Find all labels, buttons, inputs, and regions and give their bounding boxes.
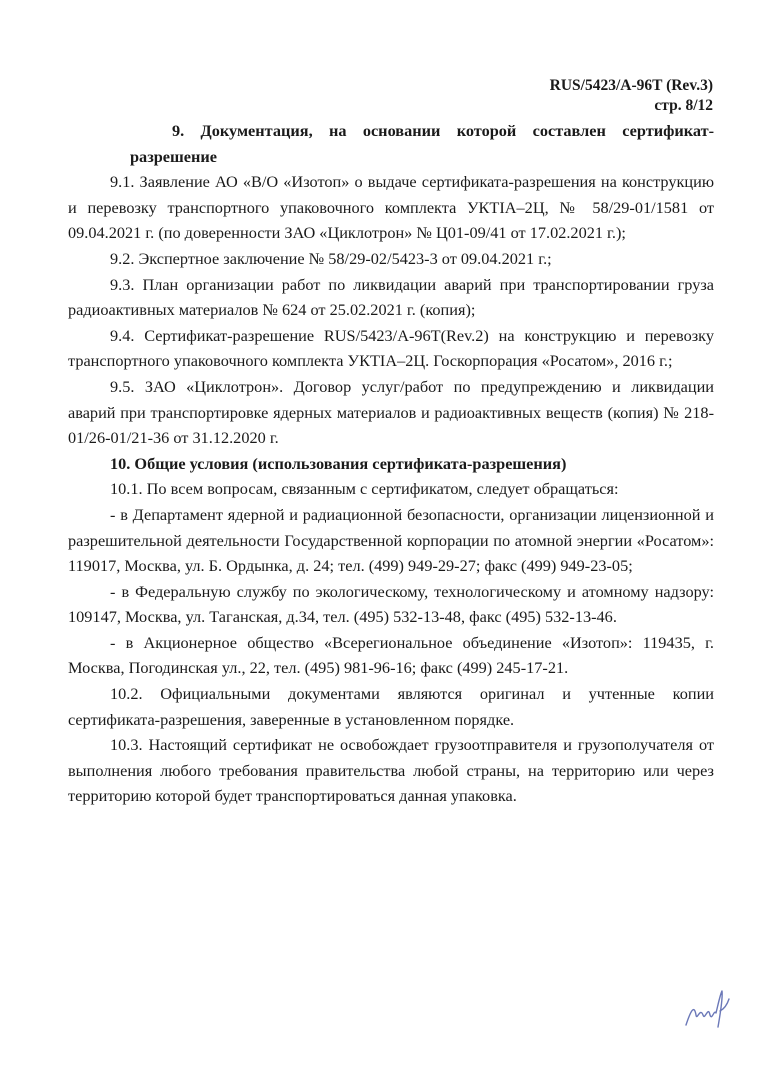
- item-9-5: 9.5. ЗАО «Циклотрон». Договор услуг/работ по предупреждению и ликвидации аварий при транспортировке ядерных материалов и радиоактивных веществ (копия) № 218-01/26-01/21-36 от 31.12.2020 г.: [68, 376, 714, 448]
- section-9-heading: 9. Документация, на основании которой составлен сертификат-разрешение: [130, 121, 714, 166]
- document-id: RUS/5423/A-96T (Rev.3): [549, 77, 713, 94]
- signature-stroke: [686, 991, 729, 1027]
- document-header: [550, 76, 713, 116]
- document-body: [68, 118, 714, 809]
- item-9-2: 9.2. Экспертное заключение № 58/29-02/5423-3 от 09.04.2021 г.;: [110, 248, 552, 268]
- contact-izotop: - в Акционерное общество «Всерегиональное объединение «Изотоп»: 119435, г. Москва, Погодинская ул., 22, тел. (495) 981-96-16; факс (499) 245-17-21.: [68, 632, 714, 678]
- item-9-3: 9.3. План организации работ по ликвидации аварий при транспортировании груза радиоактивных материалов № 624 от 25.02.2021 г. (копия);: [68, 274, 714, 320]
- paragraph-10-2: 10.2. Официальными документами являются оригинал и учтенные копии сертификата-разрешения, заверенные в установленном порядке.: [68, 684, 714, 729]
- page-number: стр. 8/12: [654, 97, 713, 114]
- handwritten-signature: [682, 985, 732, 1033]
- item-9-4: 9.4. Сертификат-разрешение RUS/5423/A-96T(Rev.2) на конструкцию и перевозку транспортного упаковочного комплекта УКТIA–2Ц. Госкорпорация «Росатом», 2016 г.;: [68, 325, 714, 371]
- paragraph-10-1: 10.1. По всем вопросам, связанным с сертификатом, следует обращаться:: [110, 479, 619, 499]
- section-10-heading: 10. Общие условия (использования сертификата-разрешения): [110, 453, 567, 473]
- paragraph-10-3: 10.3. Настоящий сертификат не освобождает грузоотправителя и грузополучателя от выполнения любого требования правительства любой страны, на территорию или через территорию которой будет транспортироваться данная упаковка.: [68, 735, 714, 806]
- item-9-1: 9.1. Заявление АО «В/О «Изотоп» о выдаче сертификата-разрешения на конструкцию и перевозку транспортного упаковочного комплекта УКТIA–2Ц, № 58/29-01/1581 от 09.04.2021 г. (по доверенности ЗАО «Циклотрон» № Ц01-09/41 от 17.02.2021 г.);: [68, 172, 714, 243]
- contact-rostekhnadzor: - в Федеральную службу по экологическому, технологическому и атомному надзору: 109147, Москва, ул. Таганская, д.34, тел. (495) 532-13-48, факс (495) 532-13-46.: [68, 581, 714, 627]
- contact-rosatom: - в Департамент ядерной и радиационной безопасности, организации лицензионной и разрешительной деятельности Государственной корпорации по атомной энергии «Росатом»: 119017, Москва, ул. Б. Ордынка, д. 24; тел. (499) 949-29-27; факс (499) 949-23-05;: [68, 504, 714, 576]
